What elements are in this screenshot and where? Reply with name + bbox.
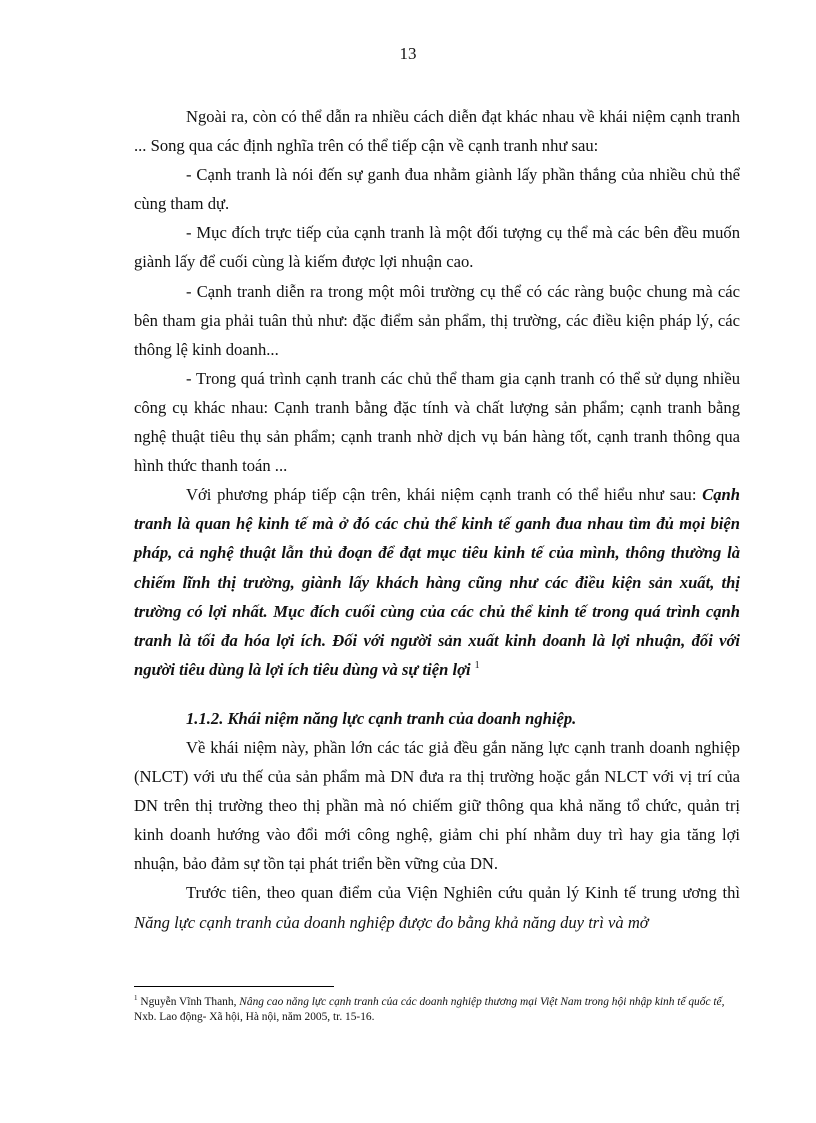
section-heading: 1.1.2. Khái niệm năng lực cạnh tranh của doanh nghiệp. <box>186 708 577 728</box>
footnote-author: Nguyễn Vĩnh Thanh, <box>137 996 240 1008</box>
list-item: - Mục đích trực tiếp của cạnh tranh là một đối tượng cụ thể mà các bên đều muốn giành lấy để cuối cùng là kiếm được lợi nhuận cao. <box>134 223 740 272</box>
list-item: - Cạnh tranh là nói đến sự ganh đua nhằm giành lấy phần thắng của nhiều chủ thể cùng tham dự. <box>134 165 740 214</box>
definition-intro: Với phương pháp tiếp cận trên, khái niệm cạnh tranh có thể hiểu như sau: <box>186 485 703 505</box>
last-paragraph-italic: Năng lực cạnh tranh của doanh nghiệp được đo bằng khả năng duy trì và mở <box>134 912 649 932</box>
last-paragraph-text: Trước tiên, theo quan điểm của Viện Nghiên cứu quản lý Kinh tế trung ương thì <box>186 883 740 903</box>
definition-emphasis: Cạnh tranh là quan hệ kinh tế mà ở đó các chủ thể kinh tế ganh đua nhau tìm đủ mọi biện pháp, cả nghệ thuật lẫn thủ đoạn để đạt mục tiêu kinh tế của mình, thông thường là chiếm lĩnh thị trường, giành lấy khách hàng cũng như các điều kiện sản xuất, thị trường có lợi nhất. Mục đích cuối cùng của các chủ thể kinh tế trong quá trình cạnh tranh là tối đa hóa lợi ích. Đối với người sản xuất kinh doanh là lợi nhuận, đối với người tiêu dùng là lợi ích tiêu dùng và sự tiện lợi <box>134 485 740 679</box>
page-body <box>134 102 740 937</box>
footnote <box>134 995 740 1025</box>
footnote-publisher: Nxb. Lao động- Xã hội, Hà nội, năm 2005, tr. 15-16. <box>134 1011 375 1023</box>
footnote-divider <box>134 986 334 987</box>
list-item: - Cạnh tranh diễn ra trong một môi trường cụ thể có các ràng buộc chung mà các bên tham gia phải tuân thủ như: đặc điểm sản phẩm, thị trường, các điều kiện pháp lý, các thông lệ kinh doanh... <box>134 281 740 359</box>
section-paragraph: Về khái niệm này, phần lớn các tác giả đều gắn năng lực cạnh tranh doanh nghiệp (NLCT) với ưu thế của sản phẩm mà DN đưa ra thị trường hoặc gắn NLCT với vị trí của DN trên thị trường theo thị phần mà nó chiếm giữ thông qua khả năng tổ chức, quản trị kinh doanh hướng vào đổi mới công nghệ, giảm chi phí nhằm duy trì hay gia tăng lợi nhuận, bảo đảm sự tồn tại phát triển bền vững của DN. <box>134 737 740 874</box>
footnote-reference: 1 <box>474 660 480 672</box>
last-paragraph <box>134 878 740 936</box>
page-number: 13 <box>399 44 417 63</box>
definition-paragraph <box>134 480 740 684</box>
footnote-title: Nâng cao năng lực cạnh tranh của các doanh nghiệp thương mại Việt Nam trong hội nhập kinh tế quốc tế, <box>239 996 725 1008</box>
footnote-marker: 1 <box>134 994 138 1003</box>
list-item: - Trong quá trình cạnh tranh các chủ thể tham gia cạnh tranh có thể sử dụng nhiều công cụ khác nhau: Cạnh tranh bằng đặc tính và chất lượng sản phẩm; cạnh tranh bằng nghệ thuật tiêu thụ sản phẩm; cạnh tranh nhờ dịch vụ bán hàng tốt, cạnh tranh thông qua hình thức thanh toán ... <box>134 368 740 476</box>
paragraph-intro: Ngoài ra, còn có thể dẫn ra nhiều cách diễn đạt khác nhau về khái niệm cạnh tranh ... Song qua các định nghĩa trên có thể tiếp cận về cạnh tranh như sau: <box>134 107 740 156</box>
